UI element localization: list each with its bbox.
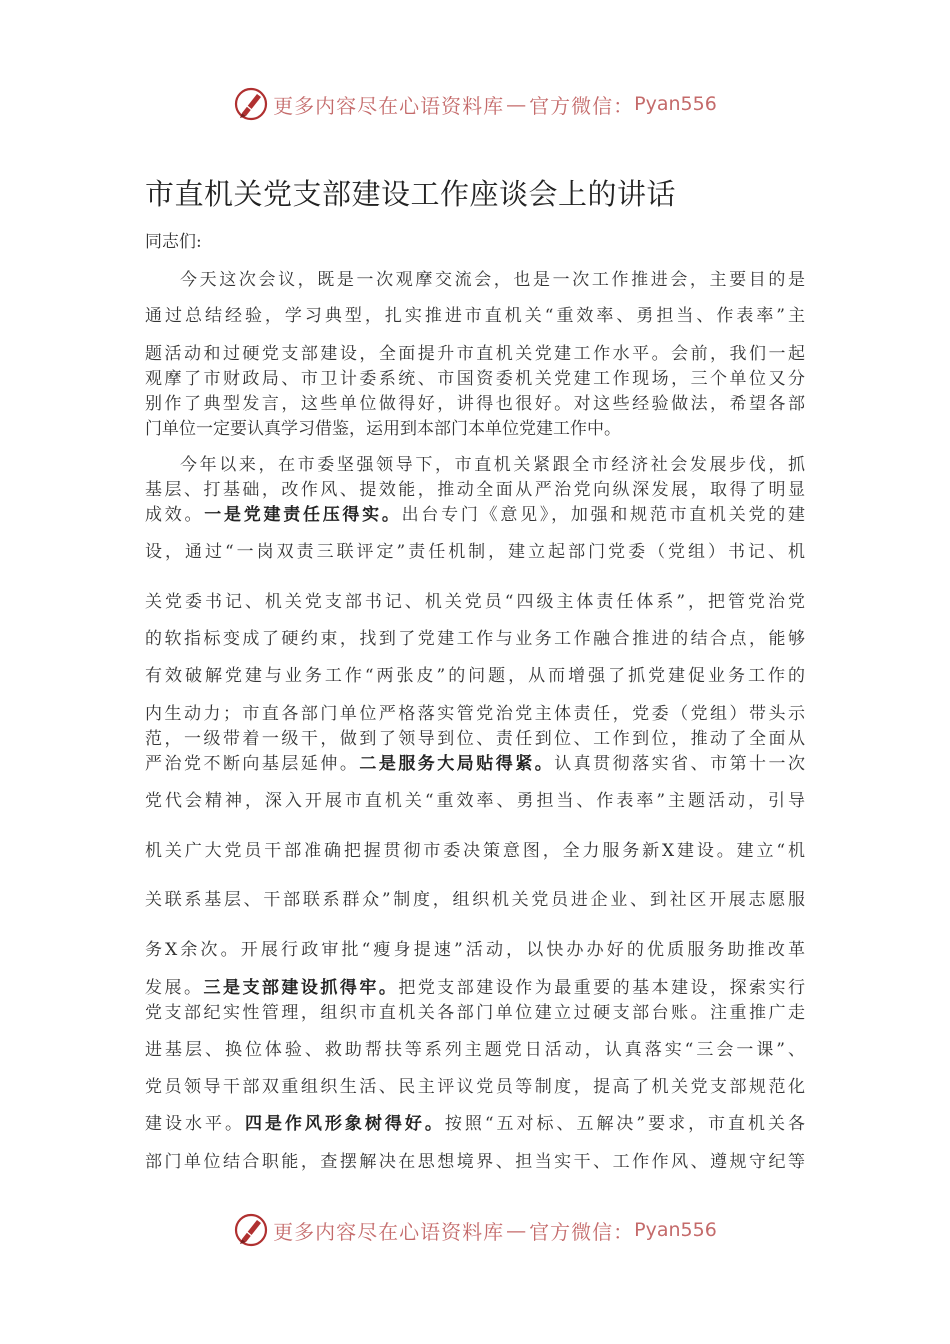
text-run: 出台专门《意见》，加强和规范市直机关党的建 — [401, 505, 806, 525]
text-line: 别作了典型发言，这些单位做得好，讲得也很好。对这些经验做法，希望各部 — [145, 394, 805, 414]
salutation: 同志们: — [145, 232, 202, 252]
text-line: 党员领导干部双重组织生活、民主评议党员等制度，提高了机关党支部规范化 — [145, 1077, 805, 1097]
footer-banner — [0, 1208, 950, 1252]
text-line: 观摩了市财政局、市卫计委系统、市国资委机关党建工作现场，三个单位又分 — [145, 369, 805, 389]
page-title: 市直机关党支部建设工作座谈会上的讲话 — [145, 177, 677, 211]
text-line: 有效破解党建与业务工作“两张皮”的问题，从而增强了抓党建促业务工作的 — [145, 666, 805, 686]
text-line — [145, 503, 805, 527]
heading-point-3: 三是支部建设抓得牢。 — [203, 978, 399, 998]
header-banner — [0, 82, 950, 126]
text-line: 关党委书记、机关党支部书记、机关党员“四级主体责任体系”，把管党治党 — [145, 592, 805, 612]
banner-official-label: 官方微信： — [529, 1219, 635, 1244]
text-run: 把党支部建设作为最重要的基本建设，探索实行 — [398, 978, 806, 998]
text-run: 发展。 — [145, 978, 204, 998]
text-line: 门单位一定要认真学习借鉴，运用到本部门本单位党建工作中。 — [145, 419, 621, 439]
text-line — [145, 752, 805, 776]
text-line: 范，一级带着一级干，做到了领导到位、责任到位、工作到位，推动了全面从 — [145, 729, 805, 749]
banner-wechat-id: Pyan556 — [634, 93, 717, 115]
text-line: 通过总结经验，学习典型，扎实推进市直机关“重效率、勇担当、作表率”主 — [145, 306, 805, 326]
text-line: 党支部纪实性管理，组织市直机关各部门单位建立过硬支部台账。注重推广走 — [145, 1003, 805, 1023]
heading-point-2: 二是服务大局贴得紧。 — [359, 754, 555, 774]
banner-text: 更多内容尽在心语资料库 — [273, 1219, 505, 1244]
text-line: 内生动力；市直各部门单位严格落实管党治党主体责任，党委（党组）带头示 — [145, 704, 805, 724]
text-run: 认真贯彻落实省、市第十一次 — [554, 754, 806, 774]
banner-wechat-id: Pyan556 — [634, 1219, 717, 1241]
text-line: 基层、打基础，改作风、提效能，推动全面从严治党向纵深发展，取得了明显 — [145, 480, 805, 500]
pen-logo-icon — [233, 86, 269, 122]
text-run: 严治党不断向基层延伸。 — [145, 754, 360, 774]
text-line: 进基层、换位体验、救助帮扶等系列主题党日活动，认真落实“三会一课”、 — [145, 1040, 805, 1060]
text-run: 建设水平。 — [145, 1114, 245, 1134]
text-line: 设，通过“一岗双责三联评定”责任机制，建立起部门党委（党组）书记、机 — [145, 542, 805, 562]
banner-separator: — — [506, 1218, 528, 1242]
banner-text: 更多内容尽在心语资料库 — [273, 93, 505, 118]
banner-separator: — — [506, 92, 528, 116]
text-line: 今年以来，在市委坚强领导下，市直机关紧跟全市经济社会发展步伐，抓 — [180, 455, 805, 475]
heading-point-4: 四是作风形象树得好。 — [244, 1114, 445, 1134]
text-line: 机关广大党员干部准确把握贯彻市委决策意图，全力服务新X建设。建立“机 — [145, 841, 805, 861]
text-line: 今天这次会议，既是一次观摩交流会，也是一次工作推进会，主要目的是 — [180, 270, 805, 290]
text-line: 部门单位结合职能，查摆解决在思想境界、担当实干、工作作风、遵规守纪等 — [145, 1152, 805, 1172]
text-line: 的软指标变成了硬约束，找到了党建工作与业务工作融合推进的结合点，能够 — [145, 629, 805, 649]
heading-point-1: 一是党建责任压得实。 — [204, 505, 402, 525]
text-line: 题活动和过硬党支部建设，全面提升市直机关党建工作水平。会前，我们一起 — [145, 344, 805, 364]
text-line — [145, 976, 805, 1000]
banner-official-label: 官方微信： — [529, 93, 635, 118]
pen-logo-icon — [233, 1212, 269, 1248]
text-line — [145, 1112, 805, 1136]
text-run: 成效。 — [145, 505, 205, 525]
text-line: 关联系基层、干部联系群众”制度，组织机关党员进企业、到社区开展志愿服 — [145, 890, 805, 910]
text-line: 党代会精神，深入开展市直机关“重效率、勇担当、作表率”主题活动，引导 — [145, 791, 805, 811]
text-line: 务X余次。开展行政审批“瘦身提速”活动，以快办办好的优质服务助推改革 — [145, 940, 805, 960]
text-run: 按照“五对标、五解决”要求，市直机关各 — [444, 1114, 806, 1134]
